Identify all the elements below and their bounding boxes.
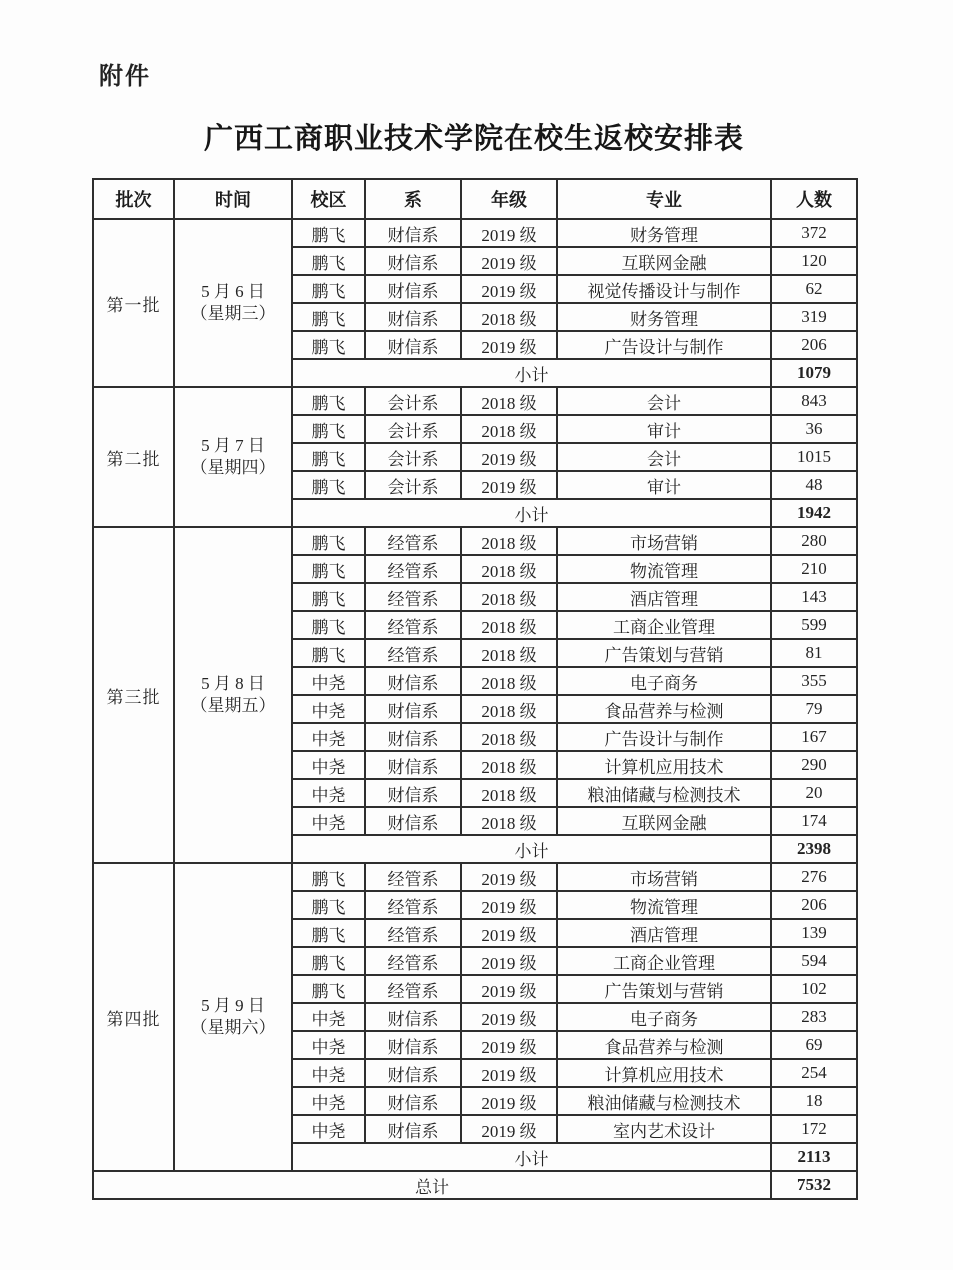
grade-cell: 2018 级 <box>461 387 557 415</box>
campus-cell: 鹏飞 <box>292 863 365 891</box>
date-line-1: 5 月 8 日 <box>201 673 265 693</box>
department-cell: 经管系 <box>365 639 461 667</box>
count-cell: 276 <box>771 863 857 891</box>
date-line-1: 5 月 9 日 <box>201 995 265 1015</box>
campus-cell: 中尧 <box>292 779 365 807</box>
major-cell: 广告策划与营销 <box>557 639 771 667</box>
major-cell: 互联网金融 <box>557 807 771 835</box>
batch-cell: 第三批 <box>93 527 174 863</box>
date-line-1: 5 月 6 日 <box>201 281 265 301</box>
grade-cell: 2018 级 <box>461 611 557 639</box>
grade-cell: 2019 级 <box>461 1003 557 1031</box>
subtotal-value: 2398 <box>771 835 857 863</box>
major-cell: 广告策划与营销 <box>557 975 771 1003</box>
department-cell: 财信系 <box>365 1031 461 1059</box>
campus-cell: 鹏飞 <box>292 443 365 471</box>
department-cell: 财信系 <box>365 275 461 303</box>
campus-cell: 鹏飞 <box>292 611 365 639</box>
major-cell: 视觉传播设计与制作 <box>557 275 771 303</box>
header-cell: 专业 <box>557 179 771 219</box>
grade-cell: 2019 级 <box>461 1031 557 1059</box>
campus-cell: 中尧 <box>292 807 365 835</box>
subtotal-label: 小计 <box>292 1143 771 1171</box>
major-cell: 会计 <box>557 443 771 471</box>
header-row <box>93 179 857 219</box>
grade-cell: 2018 级 <box>461 527 557 555</box>
date-line-1: 5 月 7 日 <box>201 435 265 455</box>
grade-cell: 2018 级 <box>461 723 557 751</box>
count-cell: 120 <box>771 247 857 275</box>
date-line-2: （星期三） <box>190 304 276 323</box>
grade-cell: 2019 级 <box>461 1059 557 1087</box>
campus-cell: 中尧 <box>292 1003 365 1031</box>
campus-cell: 鹏飞 <box>292 219 365 247</box>
table-row <box>93 387 857 415</box>
major-cell: 电子商务 <box>557 667 771 695</box>
grade-cell: 2018 级 <box>461 639 557 667</box>
department-cell: 经管系 <box>365 555 461 583</box>
header-cell: 年级 <box>461 179 557 219</box>
campus-cell: 鹏飞 <box>292 583 365 611</box>
campus-cell: 鹏飞 <box>292 947 365 975</box>
campus-cell: 鹏飞 <box>292 471 365 499</box>
department-cell: 财信系 <box>365 247 461 275</box>
header-cell: 系 <box>365 179 461 219</box>
major-cell: 酒店管理 <box>557 919 771 947</box>
grade-cell: 2018 级 <box>461 667 557 695</box>
grade-cell: 2019 级 <box>461 219 557 247</box>
department-cell: 财信系 <box>365 1115 461 1143</box>
department-cell: 财信系 <box>365 723 461 751</box>
major-cell: 计算机应用技术 <box>557 1059 771 1087</box>
campus-cell: 鹏飞 <box>292 387 365 415</box>
department-cell: 经管系 <box>365 947 461 975</box>
major-cell: 室内艺术设计 <box>557 1115 771 1143</box>
major-cell: 广告设计与制作 <box>557 723 771 751</box>
header-cell: 人数 <box>771 179 857 219</box>
count-cell: 69 <box>771 1031 857 1059</box>
count-cell: 254 <box>771 1059 857 1087</box>
major-cell: 市场营销 <box>557 863 771 891</box>
major-cell: 酒店管理 <box>557 583 771 611</box>
schedule-table <box>92 178 858 1200</box>
count-cell: 36 <box>771 415 857 443</box>
grade-cell: 2018 级 <box>461 807 557 835</box>
grade-cell: 2019 级 <box>461 1115 557 1143</box>
department-cell: 经管系 <box>365 919 461 947</box>
department-cell: 财信系 <box>365 667 461 695</box>
count-cell: 79 <box>771 695 857 723</box>
count-cell: 172 <box>771 1115 857 1143</box>
count-cell: 143 <box>771 583 857 611</box>
subtotal-value: 1942 <box>771 499 857 527</box>
department-cell: 经管系 <box>365 527 461 555</box>
grade-cell: 2019 级 <box>461 1087 557 1115</box>
count-cell: 355 <box>771 667 857 695</box>
count-cell: 843 <box>771 387 857 415</box>
grade-cell: 2019 级 <box>461 947 557 975</box>
department-cell: 会计系 <box>365 443 461 471</box>
date-cell <box>174 387 292 527</box>
campus-cell: 鹏飞 <box>292 639 365 667</box>
major-cell: 粮油储藏与检测技术 <box>557 779 771 807</box>
major-cell: 财务管理 <box>557 219 771 247</box>
grade-cell: 2019 级 <box>461 331 557 359</box>
grade-cell: 2019 级 <box>461 275 557 303</box>
campus-cell: 鹏飞 <box>292 891 365 919</box>
grade-cell: 2018 级 <box>461 779 557 807</box>
attachment-label: 附件 <box>99 63 151 90</box>
campus-cell: 鹏飞 <box>292 415 365 443</box>
subtotal-label: 小计 <box>292 499 771 527</box>
campus-cell: 鹏飞 <box>292 919 365 947</box>
count-cell: 280 <box>771 527 857 555</box>
grade-cell: 2019 级 <box>461 247 557 275</box>
count-cell: 167 <box>771 723 857 751</box>
count-cell: 18 <box>771 1087 857 1115</box>
major-cell: 食品营养与检测 <box>557 695 771 723</box>
count-cell: 81 <box>771 639 857 667</box>
campus-cell: 中尧 <box>292 1031 365 1059</box>
subtotal-label: 小计 <box>292 835 771 863</box>
major-cell: 工商企业管理 <box>557 947 771 975</box>
date-line-2: （星期四） <box>190 458 276 477</box>
batch-cell: 第二批 <box>93 387 174 527</box>
major-cell: 工商企业管理 <box>557 611 771 639</box>
major-cell: 广告设计与制作 <box>557 331 771 359</box>
department-cell: 经管系 <box>365 975 461 1003</box>
campus-cell: 中尧 <box>292 1087 365 1115</box>
grade-cell: 2019 级 <box>461 975 557 1003</box>
grade-cell: 2018 级 <box>461 555 557 583</box>
grade-cell: 2019 级 <box>461 863 557 891</box>
grade-cell: 2019 级 <box>461 471 557 499</box>
major-cell: 市场营销 <box>557 527 771 555</box>
department-cell: 经管系 <box>365 891 461 919</box>
grade-cell: 2018 级 <box>461 751 557 779</box>
major-cell: 计算机应用技术 <box>557 751 771 779</box>
total-label: 总计 <box>93 1171 771 1199</box>
major-cell: 互联网金融 <box>557 247 771 275</box>
campus-cell: 鹏飞 <box>292 275 365 303</box>
date-cell <box>174 863 292 1171</box>
table-container <box>92 178 858 1200</box>
count-cell: 206 <box>771 891 857 919</box>
department-cell: 财信系 <box>365 1087 461 1115</box>
count-cell: 62 <box>771 275 857 303</box>
subtotal-label: 小计 <box>292 359 771 387</box>
department-cell: 财信系 <box>365 751 461 779</box>
grade-cell: 2019 级 <box>461 891 557 919</box>
major-cell: 物流管理 <box>557 555 771 583</box>
count-cell: 102 <box>771 975 857 1003</box>
department-cell: 财信系 <box>365 303 461 331</box>
date-cell <box>174 527 292 863</box>
campus-cell: 中尧 <box>292 751 365 779</box>
subtotal-value: 1079 <box>771 359 857 387</box>
table-row <box>93 219 857 247</box>
count-cell: 206 <box>771 331 857 359</box>
date-line-2: （星期六） <box>190 1018 276 1037</box>
campus-cell: 鹏飞 <box>292 555 365 583</box>
department-cell: 会计系 <box>365 471 461 499</box>
department-cell: 经管系 <box>365 863 461 891</box>
campus-cell: 鹏飞 <box>292 527 365 555</box>
major-cell: 物流管理 <box>557 891 771 919</box>
header-cell: 批次 <box>93 179 174 219</box>
department-cell: 经管系 <box>365 611 461 639</box>
grade-cell: 2019 级 <box>461 919 557 947</box>
document-title: 广西工商职业技术学院在校生返校安排表 <box>203 123 744 155</box>
grade-cell: 2018 级 <box>461 583 557 611</box>
campus-cell: 中尧 <box>292 723 365 751</box>
table-row <box>93 527 857 555</box>
table-row <box>93 863 857 891</box>
campus-cell: 中尧 <box>292 695 365 723</box>
count-cell: 20 <box>771 779 857 807</box>
count-cell: 319 <box>771 303 857 331</box>
campus-cell: 鹏飞 <box>292 331 365 359</box>
count-cell: 290 <box>771 751 857 779</box>
count-cell: 599 <box>771 611 857 639</box>
grade-cell: 2018 级 <box>461 695 557 723</box>
campus-cell: 中尧 <box>292 1115 365 1143</box>
campus-cell: 中尧 <box>292 667 365 695</box>
department-cell: 经管系 <box>365 583 461 611</box>
date-line-2: （星期五） <box>190 696 276 715</box>
count-cell: 372 <box>771 219 857 247</box>
date-cell <box>174 219 292 387</box>
department-cell: 财信系 <box>365 779 461 807</box>
major-cell: 电子商务 <box>557 1003 771 1031</box>
department-cell: 会计系 <box>365 415 461 443</box>
header-cell: 时间 <box>174 179 292 219</box>
major-cell: 审计 <box>557 415 771 443</box>
major-cell: 食品营养与检测 <box>557 1031 771 1059</box>
grade-cell: 2018 级 <box>461 303 557 331</box>
campus-cell: 鹏飞 <box>292 975 365 1003</box>
department-cell: 财信系 <box>365 219 461 247</box>
campus-cell: 鹏飞 <box>292 303 365 331</box>
count-cell: 139 <box>771 919 857 947</box>
major-cell: 财务管理 <box>557 303 771 331</box>
department-cell: 财信系 <box>365 1059 461 1087</box>
major-cell: 会计 <box>557 387 771 415</box>
department-cell: 财信系 <box>365 1003 461 1031</box>
count-cell: 1015 <box>771 443 857 471</box>
count-cell: 283 <box>771 1003 857 1031</box>
count-cell: 210 <box>771 555 857 583</box>
grade-cell: 2018 级 <box>461 415 557 443</box>
subtotal-value: 2113 <box>771 1143 857 1171</box>
count-cell: 594 <box>771 947 857 975</box>
count-cell: 48 <box>771 471 857 499</box>
batch-cell: 第一批 <box>93 219 174 387</box>
count-cell: 174 <box>771 807 857 835</box>
department-cell: 财信系 <box>365 331 461 359</box>
campus-cell: 中尧 <box>292 1059 365 1087</box>
department-cell: 会计系 <box>365 387 461 415</box>
total-row <box>93 1171 857 1199</box>
campus-cell: 鹏飞 <box>292 247 365 275</box>
department-cell: 财信系 <box>365 695 461 723</box>
department-cell: 财信系 <box>365 807 461 835</box>
batch-cell: 第四批 <box>93 863 174 1171</box>
header-cell: 校区 <box>292 179 365 219</box>
major-cell: 粮油储藏与检测技术 <box>557 1087 771 1115</box>
major-cell: 审计 <box>557 471 771 499</box>
grade-cell: 2019 级 <box>461 443 557 471</box>
total-value: 7532 <box>771 1171 857 1199</box>
